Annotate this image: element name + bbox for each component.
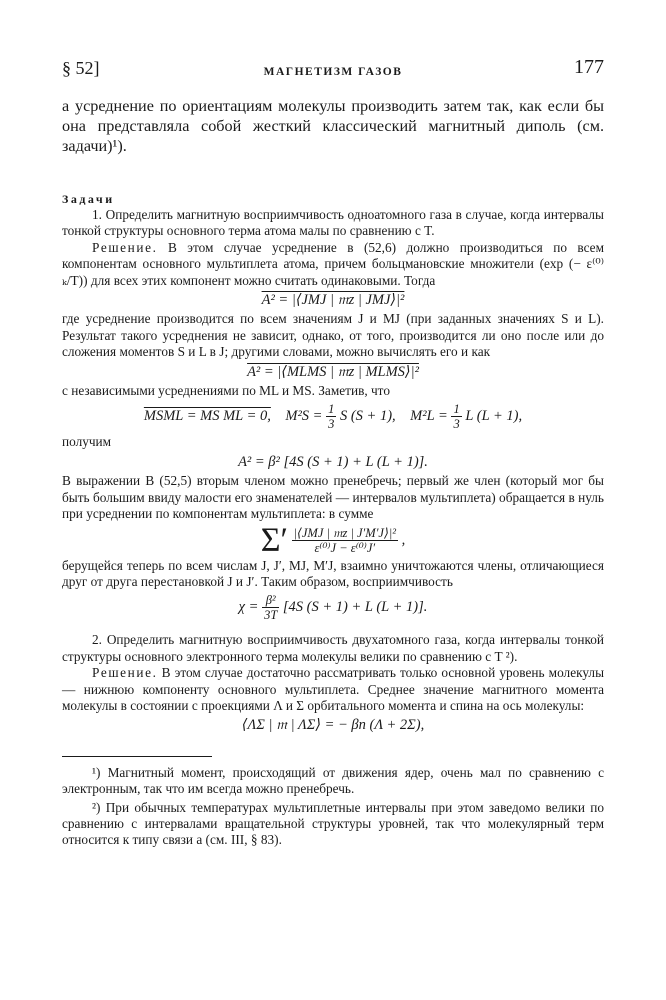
problem1-statement: 1. Определить магнитную восприимчивость одноатомного газа в случае, когда интервалы тонкой структуры основного терма атома малы по сравнению с T. (62, 207, 604, 239)
equation-moment: ⟨ΛΣ | 𝔪 | ΛΣ⟩ = − βn (Λ + 2Σ), (241, 717, 425, 734)
problems-body (62, 207, 604, 849)
footnote-divider (62, 756, 212, 757)
running-header (62, 52, 604, 80)
problem1-text6: берущейся теперь по всем числам J, J′, MJ, M′J, взаимно уничтожаются члены, отличающиеся друг от друга перестановкой J и J′. Таким образом, восприимчивость (62, 557, 604, 589)
running-title: МАГНЕТИЗМ ГАЗОВ (263, 66, 403, 78)
problem1-text3: с независимыми усреднениями по ML и MS. Заметив, что (62, 383, 390, 399)
fraction: $\frac{\text{β²}}{3T}$ (264, 593, 278, 623)
equation-A2-ML: A² = |⟨MLMS | 𝔪z | MLMS⟩|² (247, 363, 419, 380)
problem1-text2: где усреднение производится по всем значениям J и MJ (при заданных значениях S и L). Результат такого усреднения не зависит, однако, от того, производится ли оно после или до сложения моментов S и L в J; другими словами, можно вычислять его и как (62, 311, 604, 360)
problem1-solution-text: В этом случае усреднение в (52,6) должно производиться по всем компонентам основного мультиплета атома, причем больцмановские множители (exp (− ε⁽⁰⁾ₖ/T)) для всех этих компонент можно считать одинаковыми. Тогда (62, 239, 604, 288)
solution-label: Решение. (92, 665, 158, 681)
problem1-text5: В выражении B (52,5) вторым членом можно пренебречь; первый же член (который мог бы быть большим ввиду малости его знаменателей — интервалов мультиплета) обращается в нуль при усреднении по компонентам мультиплета: в сумме (62, 473, 604, 522)
problem2-solution (62, 665, 604, 714)
fraction: $\frac{\text{|⟨JMJ | 𝔪z | J′M′J⟩|²}}{\text{ε⁽⁰⁾J − ε⁽⁰⁾J′}}$ (293, 525, 397, 555)
problem1-text4: получим (62, 434, 112, 450)
fraction: $\frac{1}{3}$ (328, 402, 335, 432)
solution-label: Решение. (92, 239, 158, 255)
lead-paragraph: а усреднение по ориентациям молекулы производить затем так, как если бы она представляла собой жесткий классический магнитный диполь (см. задачи)¹). (62, 97, 604, 155)
footnote-2: ²) При обычных температурах мультиплетные интервалы при этом заведомо велики по сравнению с интервалами вращательной структуры уровней, так что молекулярный терм относится к типу связи a (см. III, § 83). (62, 799, 604, 848)
footnote-1: ¹) Магнитный момент, происходящий от движения ядер, очень мал по сравнению с электронным, так что им всегда можно пренебречь. (62, 764, 604, 797)
page-number: 177 (574, 56, 604, 78)
problem1-solution (62, 240, 604, 289)
footnotes (62, 765, 604, 849)
equation-chi: χ = $\frac{\text{β²}}{3T}$ [4S (S + 1) + L (L + 1)]. (238, 593, 428, 623)
section-ref: § 52] (62, 58, 100, 78)
fraction: $\frac{1}{3}$ (453, 402, 460, 432)
equation-averages: MSML = MS ML = 0, M²S = $\frac{1}{3}$ S (S + 1), M²L = $\frac{1}{3}$ L (L + 1), (143, 402, 523, 432)
problem2-solution-text: В этом случае достаточно рассматривать только основной уровень молекулы — нижнюю компоненту основного мультиплета. Среднее значение магнитного момента молекулы в состоянии с проекциями Λ и Σ орбитального момента и спина на ось молекулы: (62, 665, 604, 713)
equation-sum: Σ′ $\frac{\text{|⟨JMJ | 𝔪z | J′M′J⟩|²}}{\text{ε⁽⁰⁾J − ε⁽⁰⁾J′}}$ , (260, 520, 406, 558)
section-title: Задачи (62, 192, 115, 206)
problem2-statement: 2. Определить магнитную восприимчивость двухатомного газа, когда интервалы тонкой структуры основного электронного терма молекулы велики по сравнению с T ²). (62, 632, 604, 664)
equation-A2-JM: A² = |⟨JMJ | 𝔪z | JMJ⟩|² (261, 292, 405, 309)
equation-A2-result: A² = β² [4S (S + 1) + L (L + 1)]. (238, 453, 428, 470)
